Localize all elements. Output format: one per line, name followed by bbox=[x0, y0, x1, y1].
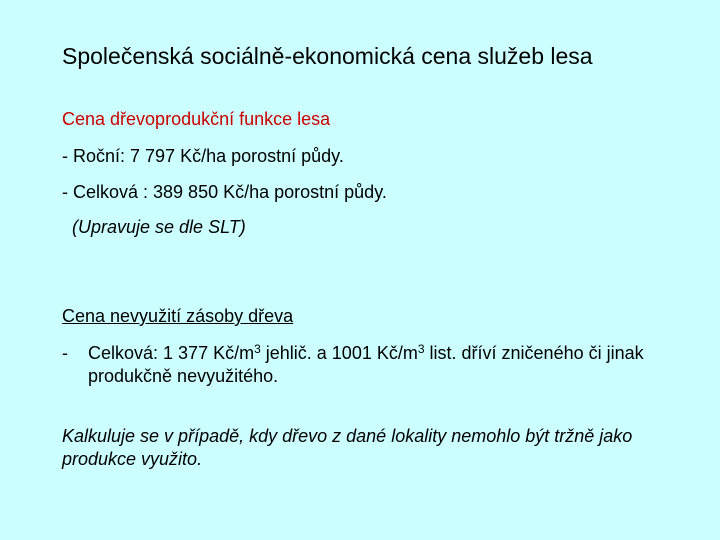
slide-title: Společenská sociálně-ekonomická cena služeb lesa bbox=[62, 43, 593, 69]
list-item-body bbox=[88, 342, 688, 388]
slt-note: (Upravuje se dle SLT) bbox=[72, 217, 246, 237]
footnote: Kalkuluje se v případě, kdy dřevo z dané lokality nemohlo být tržně jako produkce využito. bbox=[62, 426, 633, 469]
list-dash: - bbox=[62, 343, 68, 363]
section2-heading: Cena nevyužití zásoby dřeva bbox=[62, 306, 294, 326]
item-text-part2: jehlič. a 1001 Kč/m bbox=[260, 343, 418, 363]
item-text-part1: Celková: 1 377 Kč/m bbox=[88, 343, 255, 363]
item-sup1: 3 bbox=[254, 342, 261, 356]
item-sup2: 3 bbox=[417, 342, 425, 356]
total-price-line: - Celková : 389 850 Kč/ha porostní půdy. bbox=[62, 182, 387, 202]
section1-heading: Cena dřevoprodukční funkce lesa bbox=[62, 109, 331, 129]
annual-price-line: - Roční: 7 797 Kč/ha porostní půdy. bbox=[62, 146, 344, 166]
item-text-part3: list. dříví zničeného či jinak produkčně nevyužitého. bbox=[88, 343, 644, 386]
